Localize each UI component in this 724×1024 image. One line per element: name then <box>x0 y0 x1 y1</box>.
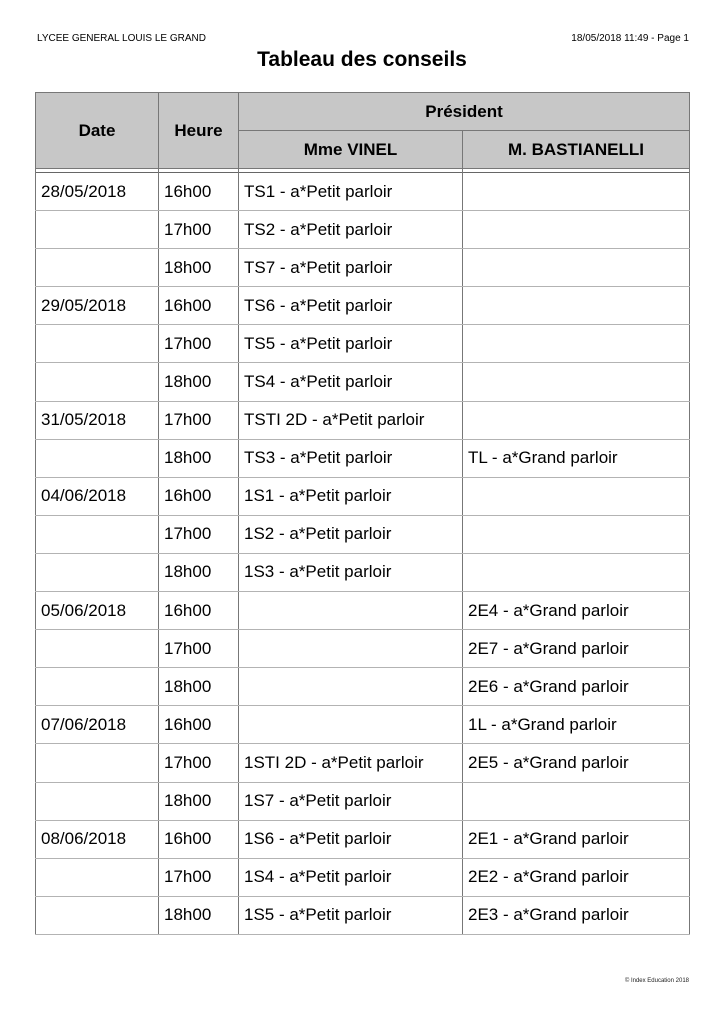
time-cell: 16h00 <box>159 592 239 630</box>
table-row <box>36 363 690 401</box>
vinel-cell: 1S2 - a*Petit parloir <box>239 515 463 553</box>
page-title: Tableau des conseils <box>257 48 467 71</box>
date-cell: 29/05/2018 <box>36 287 159 325</box>
table-row <box>36 706 690 744</box>
bastianelli-cell <box>463 782 690 820</box>
time-cell: 18h00 <box>159 896 239 934</box>
bastianelli-cell: 2E5 - a*Grand parloir <box>463 744 690 782</box>
councils-table <box>35 92 690 935</box>
bastianelli-cell <box>463 401 690 439</box>
vinel-cell <box>239 592 463 630</box>
date-cell: 05/06/2018 <box>36 592 159 630</box>
date-cell <box>36 553 159 591</box>
bastianelli-cell <box>463 363 690 401</box>
bastianelli-cell <box>463 211 690 249</box>
column-header-heure: Heure <box>159 93 239 169</box>
vinel-cell <box>239 668 463 706</box>
date-cell: 31/05/2018 <box>36 401 159 439</box>
date-cell <box>36 858 159 896</box>
bastianelli-cell <box>463 553 690 591</box>
table-row <box>36 477 690 515</box>
table-row <box>36 439 690 477</box>
bastianelli-cell: 2E4 - a*Grand parloir <box>463 592 690 630</box>
table-row <box>36 896 690 934</box>
time-cell: 17h00 <box>159 858 239 896</box>
date-cell <box>36 211 159 249</box>
time-cell: 18h00 <box>159 439 239 477</box>
table-row <box>36 401 690 439</box>
vinel-cell: 1STI 2D - a*Petit parloir <box>239 744 463 782</box>
table-row <box>36 515 690 553</box>
vinel-cell <box>239 706 463 744</box>
time-cell: 18h00 <box>159 249 239 287</box>
vinel-cell: TS3 - a*Petit parloir <box>239 439 463 477</box>
time-cell: 16h00 <box>159 173 239 211</box>
table-row <box>36 249 690 287</box>
copyright-notice: © Index Education 2018 <box>624 978 689 984</box>
vinel-cell: 1S5 - a*Petit parloir <box>239 896 463 934</box>
time-cell: 18h00 <box>159 782 239 820</box>
table-row <box>36 820 690 858</box>
time-cell: 17h00 <box>159 515 239 553</box>
bastianelli-cell: 2E3 - a*Grand parloir <box>463 896 690 934</box>
table-body <box>36 169 690 935</box>
date-cell <box>36 439 159 477</box>
table-row <box>36 592 690 630</box>
table-row <box>36 744 690 782</box>
vinel-cell: TSTI 2D - a*Petit parloir <box>239 401 463 439</box>
time-cell: 17h00 <box>159 325 239 363</box>
time-cell: 17h00 <box>159 401 239 439</box>
date-cell: 04/06/2018 <box>36 477 159 515</box>
time-cell: 16h00 <box>159 477 239 515</box>
table-row <box>36 858 690 896</box>
bastianelli-cell: 2E6 - a*Grand parloir <box>463 668 690 706</box>
print-timestamp: 18/05/2018 11:49 - Page 1 <box>571 33 689 44</box>
column-header-date: Date <box>36 93 159 169</box>
date-cell <box>36 896 159 934</box>
bastianelli-cell: 2E7 - a*Grand parloir <box>463 630 690 668</box>
date-cell <box>36 744 159 782</box>
bastianelli-cell <box>463 173 690 211</box>
vinel-cell: TS2 - a*Petit parloir <box>239 211 463 249</box>
column-header-president: Président <box>239 93 690 131</box>
bastianelli-cell <box>463 249 690 287</box>
column-header-mme-vinel: Mme VINEL <box>239 131 463 169</box>
vinel-cell: TS1 - a*Petit parloir <box>239 173 463 211</box>
vinel-cell: 1S3 - a*Petit parloir <box>239 553 463 591</box>
time-cell: 17h00 <box>159 211 239 249</box>
table-row <box>36 325 690 363</box>
table-row <box>36 630 690 668</box>
time-cell: 16h00 <box>159 287 239 325</box>
date-cell: 08/06/2018 <box>36 820 159 858</box>
bastianelli-cell: TL - a*Grand parloir <box>463 439 690 477</box>
school-name: LYCEE GENERAL LOUIS LE GRAND <box>37 33 206 44</box>
time-cell: 18h00 <box>159 363 239 401</box>
time-cell: 18h00 <box>159 668 239 706</box>
column-header-m-bastianelli: M. BASTIANELLI <box>463 131 690 169</box>
date-cell: 28/05/2018 <box>36 173 159 211</box>
table-row <box>36 668 690 706</box>
time-cell: 18h00 <box>159 553 239 591</box>
time-cell: 17h00 <box>159 630 239 668</box>
table-row <box>36 782 690 820</box>
time-cell: 16h00 <box>159 706 239 744</box>
vinel-cell: 1S1 - a*Petit parloir <box>239 477 463 515</box>
vinel-cell: TS7 - a*Petit parloir <box>239 249 463 287</box>
vinel-cell: 1S4 - a*Petit parloir <box>239 858 463 896</box>
date-cell <box>36 363 159 401</box>
table-row <box>36 211 690 249</box>
table-row <box>36 553 690 591</box>
date-cell <box>36 782 159 820</box>
table-row <box>36 173 690 211</box>
vinel-cell: TS4 - a*Petit parloir <box>239 363 463 401</box>
vinel-cell: 1S6 - a*Petit parloir <box>239 820 463 858</box>
vinel-cell <box>239 630 463 668</box>
time-cell: 16h00 <box>159 820 239 858</box>
date-cell <box>36 515 159 553</box>
date-cell: 07/06/2018 <box>36 706 159 744</box>
time-cell: 17h00 <box>159 744 239 782</box>
vinel-cell: TS5 - a*Petit parloir <box>239 325 463 363</box>
bastianelli-cell <box>463 287 690 325</box>
bastianelli-cell: 2E1 - a*Grand parloir <box>463 820 690 858</box>
bastianelli-cell: 2E2 - a*Grand parloir <box>463 858 690 896</box>
vinel-cell: TS6 - a*Petit parloir <box>239 287 463 325</box>
table-row <box>36 287 690 325</box>
date-cell <box>36 325 159 363</box>
vinel-cell: 1S7 - a*Petit parloir <box>239 782 463 820</box>
date-cell <box>36 630 159 668</box>
bastianelli-cell <box>463 515 690 553</box>
bastianelli-cell: 1L - a*Grand parloir <box>463 706 690 744</box>
date-cell <box>36 668 159 706</box>
date-cell <box>36 249 159 287</box>
bastianelli-cell <box>463 477 690 515</box>
bastianelli-cell <box>463 325 690 363</box>
